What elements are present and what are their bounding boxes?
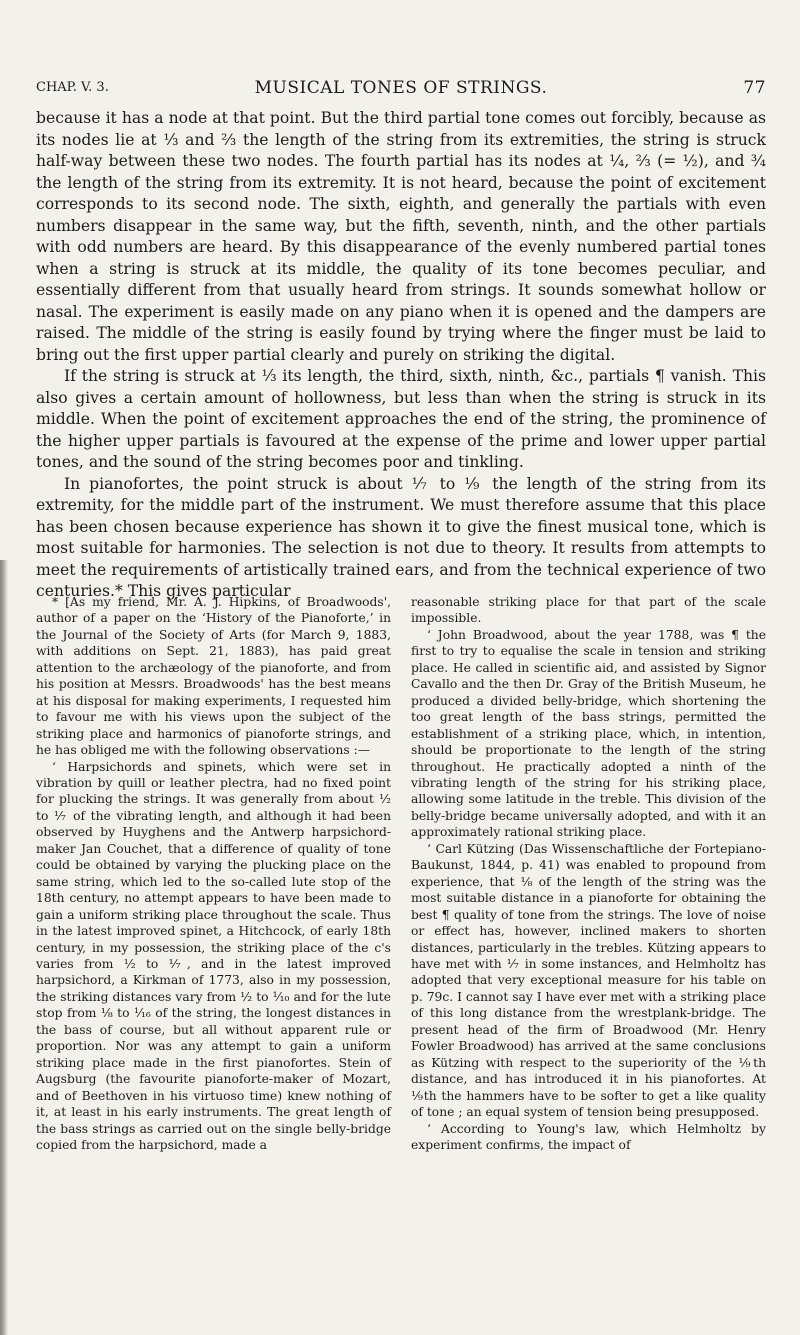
paragraph: In pianofortes, the point struck is about ⅐ to ⅑ the length of the string from its extremity, for the middle part of the instrument. We must therefore assume that this place has been chosen because experience has shown it to give the finest musical tone, which is most suitable for harmonies. The selection is not due to theory. It results from attempts to meet the requirements of artistically trained ears, and from the technical experience of two centuries.* This gives particular: [36, 474, 766, 600]
footnote-paragraph: ‘ Harpsichords and spinets, which were set in vibration by quill or leather plectra, had no fixed point for plucking the strings. It was generally from about ½ to ⅐ of the vibrating length, and although it had been observed by Huyghens and the Antwerp harpsichord-maker Jan Couchet, that a difference of quality of tone could be obtained by varying the plucking place on the same string, which led to the so-called lute stop of the 18th century, no attempt appears to have been made to gain a uniform striking place throughout the scale. Thus in the latest improved spinet, a Hitchcock, of early 18th century, in my possession, the striking place of the c's varies from ½ to ⅐, and in the latest improved harpsichord, a Kirkman of 1773, also in my possession, the striking distances vary from ½ to ¹⁄₁₀ and for the lute stop from ⅛ to ¹⁄₁₆ of the string, the longest distances in the bass of course, but all without apparent rule or proportion. Nor was any attempt to gain a uniform striking place made in the first pianofortes. Stein of Augsburg (the favourite pianoforte-maker of Mozart, and of Beethoven in his virtuoso time) knew nothing of it, at least in his early instruments. The great length of the bass strings as carried out on the single belly-bridge copied from the harpsichord, made a: [36, 759, 391, 1152]
footnote-right-column: [411, 594, 766, 1153]
running-title: MUSICAL TONES OF STRINGS.: [254, 78, 548, 98]
footnote-left-column: [36, 594, 391, 1153]
page-header: [36, 78, 766, 102]
chapter-label: CHAP. V. 3.: [36, 80, 109, 95]
main-text: [36, 108, 766, 603]
footnote-paragraph: reasonable striking place for that part of the scale impossible.: [411, 595, 766, 626]
book-page: [36, 0, 766, 1335]
paragraph: because it has a node at that point. But the third partial tone comes out forcibly, because as its nodes lie at ⅓ and ⅔ the length of the string from its extremities, the string is struck half-way between these two nodes. The fourth partial has its nodes at ¼, ⅔ (= ½), and ¾ the length of the string from its extremity. It is not heard, because the point of excitement corresponds to its second node. The sixth, eighth, and generally the partials with even numbers disappear in the same way, but the fifth, seventh, ninth, and the other partials with odd numbers are heard. By this disappearance of the evenly numbered partial tones when a string is struck at its middle, the quality of its tone becomes peculiar, and essentially different from that usually heard from strings. It sounds somewhat hollow or nasal. The experiment is easily made on any piano when it is opened and the dampers are raised. The middle of the string is easily found by trying where the finger must be laid to bring out the first upper partial clearly and purely on striking the digital.: [36, 109, 766, 364]
footnote-paragraph: ‘ According to Young's law, which Helmholtz by experiment confirms, the impact of: [411, 1121, 766, 1152]
footnote-paragraph: ‘ John Broadwood, about the year 1788, was ¶ the first to try to equalise the scale in tension and striking place. He called in scientific aid, and assisted by Signor Cavallo and the then Dr. Gray of the British Museum, he produced a divided belly-bridge, which shortening the too great length of the bass strings, permitted the establishment of a striking place, which, in intention, should be proportionate to the length of the string throughout. He practically adopted a ninth of the vibrating length of the string for his striking place, allowing some latitude in the treble. This division of the belly-bridge became universally adopted, and with it an approximately rational striking place.: [411, 627, 766, 840]
footnote-paragraph: * [As my friend, Mr. A. J. Hipkins, of Broadwoods', author of a paper on the ‘History of the Pianoforte,’ in the Journal of the Society of Arts (for March 9, 1883, with additions on Sept. 21, 1883), has paid great attention to the archæology of the pianoforte, and from his position at Messrs. Broadwoods' has the best means at his disposal for making experiments, I requested him to favour me with his views upon the subject of the striking place and harmonics of pianoforte strings, and he has obliged me with the following observations :—: [36, 595, 391, 758]
footnote-area: [36, 594, 766, 1153]
page-number: 77: [743, 78, 766, 98]
paragraph: If the string is struck at ⅓ its length, the third, sixth, ninth, &c., partials ¶ vanish. This also gives a certain amount of hollowness, but less than when the string is struck in its middle. When the point of excitement approaches the end of the string, the prominence of the higher upper partials is favoured at the expense of the prime and lower upper partial tones, and the sound of the string becomes poor and tinkling.: [36, 367, 766, 471]
scan-edge-shadow: [0, 560, 8, 1335]
footnote-paragraph: ‘ Carl Kützing (Das Wissenschaftliche der Fortepiano-Baukunst, 1844, p. 41) was enabled to propound from experience, that ⅛ of the length of the string was the most suitable distance in a pianoforte for obtaining the best ¶ quality of tone from the strings. The love of noise or effect has, however, inclined makers to shorten distances, particularly in the trebles. Kützing appears to have met with ⅐ in some instances, and Helmholtz has adopted that very exceptional measure for his table on p. 79c. I cannot say I have ever met with a striking place of this long distance from the wrestplank-bridge. The present head of the firm of Broadwood (Mr. Henry Fowler Broadwood) has arrived at the same conclusions as Kützing with respect to the superiority of the ⅑th distance, and has introduced it in his pianofortes. At ⅑th the hammers have to be softer to get a like quality of tone ; an equal system of tension being presupposed.: [411, 841, 766, 1120]
